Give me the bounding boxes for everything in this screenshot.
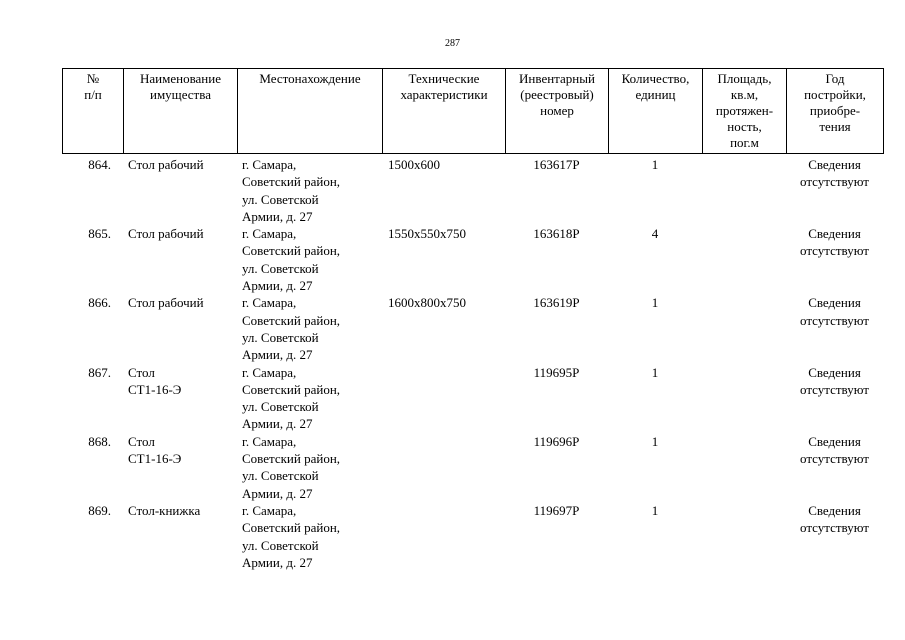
- table-body: [62, 156, 883, 571]
- row-location: г. Самара, Советский район, ул. Советской Армии, д. 27: [242, 226, 341, 294]
- row-tech: 1500x600: [388, 157, 440, 172]
- row-tech: 1550x550x750: [388, 226, 466, 242]
- header-inventory: Инвентарный (реестровый) номер: [506, 69, 609, 154]
- row-inventory: 119697Р: [533, 502, 580, 518]
- row-inventory: 163618Р: [533, 226, 580, 242]
- table-row: [62, 433, 883, 502]
- row-quantity: 1: [651, 433, 659, 449]
- row-year: Сведения отсутствуют: [800, 226, 869, 259]
- table-row: [62, 502, 883, 571]
- row-quantity: 4: [651, 226, 659, 242]
- row-name: Стол рабочий: [128, 295, 204, 311]
- row-name: Стол рабочий: [128, 226, 204, 242]
- row-num: 864.: [88, 157, 111, 172]
- row-year: Сведения отсутствуют: [800, 157, 869, 190]
- row-area: [702, 433, 786, 502]
- row-num: 866.: [88, 295, 111, 311]
- header-num: № п/п: [63, 69, 124, 154]
- row-num: 867.: [88, 364, 111, 380]
- row-quantity: 1: [651, 364, 659, 380]
- row-num: 868.: [88, 433, 111, 449]
- row-area: [702, 364, 786, 433]
- row-inventory: 119696Р: [533, 433, 580, 449]
- row-area: [702, 294, 786, 363]
- row-inventory: 119695Р: [533, 364, 580, 380]
- row-location: г. Самара, Советский район, ул. Советской Армии, д. 27: [242, 157, 341, 224]
- table-row: [62, 156, 883, 225]
- row-location: г. Самара, Советский район, ул. Советской Армии, д. 27: [242, 295, 341, 363]
- row-year: Сведения отсутствуют: [800, 364, 869, 397]
- row-tech: [382, 502, 505, 571]
- row-name: Стол-книжка: [128, 502, 201, 518]
- row-area: [702, 225, 786, 294]
- row-inventory: 163617Р: [533, 157, 580, 172]
- row-area: [702, 156, 786, 225]
- row-quantity: 1: [651, 157, 659, 172]
- row-name: Стол СТ1-16-Э: [128, 364, 182, 397]
- table-header: [62, 68, 884, 154]
- row-area: [702, 502, 786, 571]
- row-year: Сведения отсутствуют: [800, 433, 869, 467]
- header-name: Наименование имущества: [124, 69, 238, 154]
- header-tech: Технические характеристики: [383, 69, 506, 154]
- row-tech: 1600x800x750: [388, 295, 466, 311]
- header-location: Местонахождение: [238, 69, 383, 154]
- row-num: 865.: [88, 226, 111, 242]
- header-area: Площадь, кв.м, протяжен- ность, пог.м: [703, 69, 787, 154]
- header-quantity: Количество, единиц: [609, 69, 703, 154]
- table-row: [62, 225, 883, 294]
- row-name: Стол СТ1-16-Э: [128, 433, 182, 467]
- row-location: г. Самара, Советский район, ул. Советской Армии, д. 27: [242, 433, 341, 501]
- table-row: [62, 364, 883, 433]
- row-year: Сведения отсутствуют: [800, 295, 869, 328]
- row-inventory: 163619Р: [533, 295, 580, 311]
- header-year: Год постройки, приобре- тения: [787, 69, 884, 154]
- row-name: Стол рабочий: [128, 157, 204, 172]
- row-quantity: 1: [651, 502, 659, 518]
- row-quantity: 1: [651, 295, 659, 311]
- row-location: г. Самара, Советский район, ул. Советской Армии, д. 27: [242, 364, 341, 432]
- page-number: 287: [445, 38, 460, 49]
- row-tech: [382, 364, 505, 433]
- row-num: 869.: [88, 502, 111, 518]
- table-row: [62, 294, 883, 363]
- row-tech: [382, 433, 505, 502]
- row-location: г. Самара, Советский район, ул. Советской Армии, д. 27: [242, 502, 341, 570]
- row-year: Сведения отсутствуют: [800, 502, 869, 536]
